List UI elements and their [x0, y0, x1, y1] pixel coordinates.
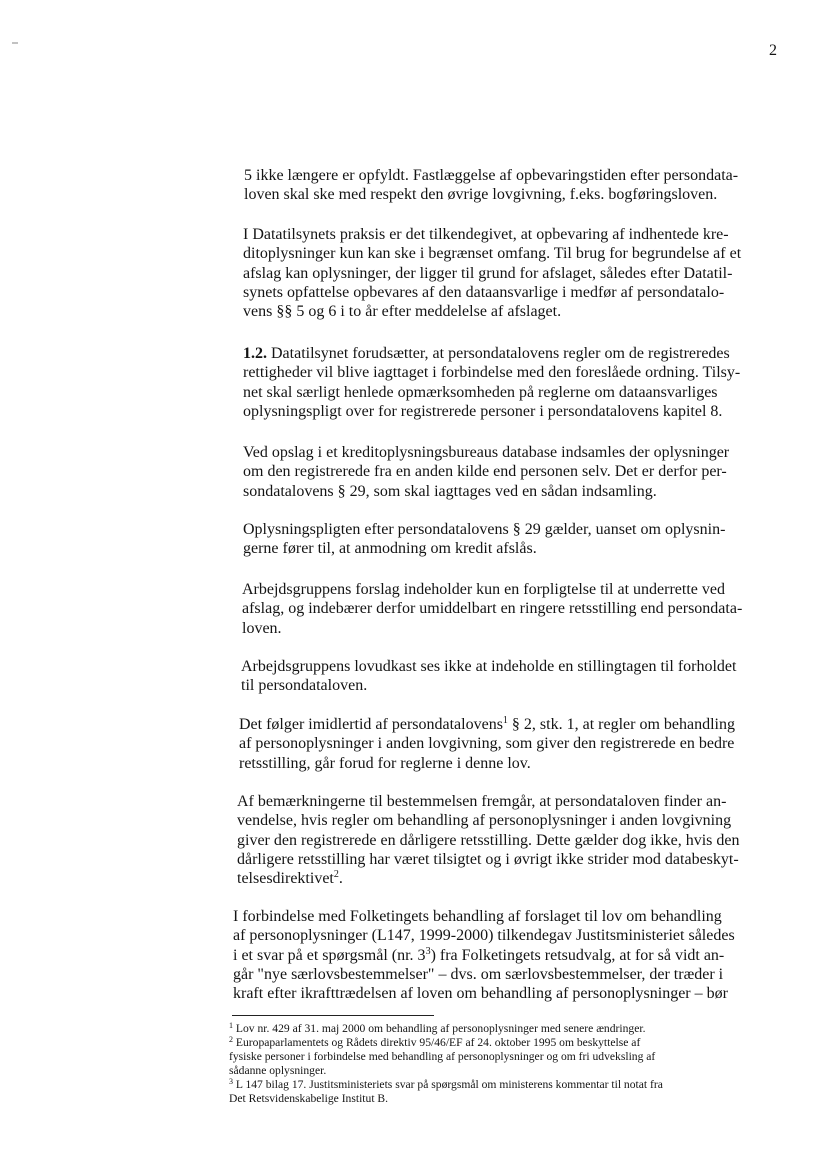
paragraph-information-duty [243, 520, 725, 559]
footnote-mark: 3 [229, 1076, 233, 1086]
footnote-mark: 2 [229, 1034, 233, 1044]
text-line [239, 715, 735, 734]
footnote-1 [229, 1022, 663, 1036]
text-line [237, 869, 740, 888]
text-fragment: § 2, stk. 1, at regler om behandling [507, 716, 735, 733]
text-line: retsstilling, går forud for reglerne i denne lov. [239, 754, 531, 772]
text-line: loven. [242, 619, 282, 637]
text-line: rettigheder vil blive iagttaget i forbindelse med den foreslåede ordning. Tilsy- [243, 364, 741, 382]
text-line: af personoplysninger (L147, 1999-2000) tilkendegav Justitsministeriet således [233, 927, 735, 945]
footnote-mark: 1 [229, 1021, 233, 1030]
footnote-text: Lov nr. 429 af 31. maj 2000 om behandling af personoplysninger med senere ændringer. [235, 1022, 646, 1035]
text-line: giver den registrerede en dårligere retsstilling. Dette gælder dog ikke, hvis den [237, 831, 740, 849]
text-line: I forbindelse med Folketingets behandling af forslaget til lov om behandling [233, 908, 722, 925]
paragraph-folketing [233, 907, 735, 1003]
paragraph-working-group-proposal [242, 580, 742, 638]
footnote-line: fysiske personer i forbindelse med behandling af personoplysninger og om fri udveksling af [229, 1049, 656, 1063]
text-line: kraft efter ikrafttrædelsen af loven om behandling af personoplysninger – bør [233, 985, 728, 1003]
text-line: ditoplysninger kun kan ske i begrænset omfang. Til brug for begrundelse af et [243, 245, 742, 263]
footnote-line [229, 1036, 663, 1050]
text-line: dårligere retsstilling har været tilsigtet og i øvrigt ikke strider mod databeskyt- [237, 850, 739, 868]
paragraph-section-1-2 [243, 344, 740, 421]
text-line: vens §§ 5 og 6 i to år efter meddelelse af afslaget. [243, 303, 562, 321]
paragraph-remarks [237, 792, 740, 888]
text-line: afslag, og indebærer derfor umiddelbart en ringere retsstilling end persondata- [242, 600, 743, 618]
text-fragment: telsesdirektivet [237, 870, 334, 888]
text-fragment: i et svar på et spørgsmål (nr. 3 [233, 946, 426, 964]
text-line: til persondataloven. [241, 677, 368, 695]
text-fragment: ) fra Folketingets retsudvalg, at for så vidt an- [430, 946, 725, 964]
footnote-line [229, 1022, 663, 1036]
footnote-reference: 2 [333, 869, 339, 881]
footnote-line: Det Retsvidenskabelige Institut B. [229, 1091, 389, 1105]
footnote-2 [229, 1036, 663, 1078]
footnote-line: sådanne oplysninger. [229, 1063, 327, 1077]
paragraph-lookup [243, 443, 729, 501]
text-line: afslag kan oplysninger, der ligger til grund for afslaget, således efter Datatil- [243, 264, 733, 282]
section-number: 1.2. [243, 345, 267, 362]
text-line: gerne fører til, at anmodning om kredit afslås. [243, 540, 537, 558]
footnote-reference: 1 [502, 715, 508, 726]
text-line: oplysningspligt over for registrerede personer i persondatalovens kapitel 8. [243, 402, 723, 420]
text-line: net skal særligt henlede opmærksomheden på reglerne om dataansvarliges [243, 383, 718, 401]
text-line: Af bemærkningerne til bestemmelsen fremgår, at persondataloven finder an- [237, 793, 727, 810]
text-line: om den registrerede fra en anden kilde end personen selv. Det er derfor per- [243, 463, 727, 481]
text-line: Oplysningspligten efter persondatalovens § 29 gælder, uanset om oplysnin- [243, 521, 726, 538]
text-line: synets opfattelse opbevares af den dataansvarlige i medfør af persondatalo- [243, 283, 725, 301]
text-line: 5 ikke længere er opfyldt. Fastlæggelse af opbevaringstiden efter persondata- [244, 167, 739, 184]
text-line: loven skal ske med respekt den øvrige lovgivning, f.eks. bogføringsloven. [244, 186, 718, 204]
paragraph-section-2 [239, 715, 735, 773]
paragraph-working-group-draft [241, 657, 736, 696]
text-line: Ved opslag i et kreditoplysningsbureaus database indsamles der oplysninger [243, 444, 730, 461]
text-line [233, 946, 735, 965]
footnote-separator [232, 1015, 434, 1016]
footnote-text: L 147 bilag 17. Justitsministeriets svar på spørgsmål om ministerens kommentar til notat fra [235, 1077, 663, 1091]
text-line: Arbejdsgruppens forslag indeholder kun en forpligtelse til at underrette ved [242, 581, 725, 598]
text-fragment: . [338, 870, 343, 888]
scan-speck [12, 42, 18, 44]
text-line: I Datatilsynets praksis er det tilkendegivet, at opbevaring af indhentede kre- [243, 226, 729, 243]
paragraph-datatilsynet-practice [243, 225, 741, 321]
text-line [243, 344, 740, 363]
page-number: 2 [769, 42, 777, 59]
text-fragment: Datatilsynet forudsætter, at persondatalovens regler om de registreredes [267, 345, 730, 362]
text-line: sondatalovens § 29, som skal iagttages ved en sådan indsamling. [243, 482, 657, 500]
footnote-text: Europaparlamentets og Rådets direktiv 95/46/EF af 24. oktober 1995 om beskyttelse af [235, 1035, 641, 1049]
footnote-reference: 3 [425, 945, 431, 957]
text-fragment: Det følger imidlertid af persondatalovens [239, 716, 503, 733]
text-line: Arbejdsgruppens lovudkast ses ikke at indeholde en stillingtagen til forholdet [241, 658, 737, 675]
text-line: går "nye særlovsbestemmelser" – dvs. om særlovsbestemmelser, der træder i [233, 965, 724, 983]
footnote-3 [229, 1078, 663, 1106]
footnotes [229, 1022, 663, 1105]
footnote-line [229, 1078, 663, 1092]
text-line: vendelse, hvis regler om behandling af personoplysninger i anden lovgivning [237, 812, 732, 830]
paragraph-storage-period [244, 166, 738, 205]
text-line: af personoplysninger i anden lovgivning, som giver den registrerede en bedre [239, 735, 735, 753]
